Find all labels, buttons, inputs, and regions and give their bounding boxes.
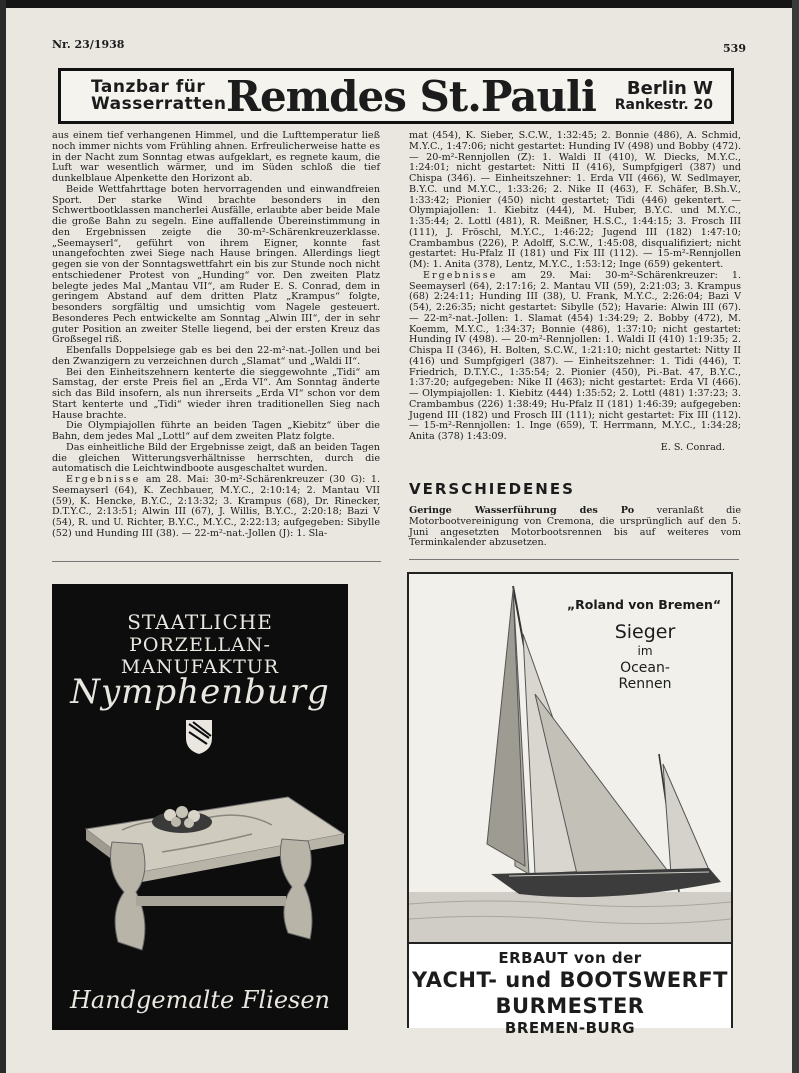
results-label: Ergebnisse	[423, 269, 498, 281]
results-paragraph	[52, 475, 380, 540]
article-left-column	[52, 131, 380, 540]
race-name: Ocean-Rennen	[618, 660, 672, 692]
nymphenburg-headline-2: PORZELLAN-MANUFAKTUR	[120, 634, 280, 678]
page-number: 539	[723, 42, 746, 55]
banner-city: Berlin W	[626, 78, 713, 99]
tiled-table	[86, 797, 344, 950]
nymphenburg-brand: Nymphenburg	[70, 672, 330, 712]
news-item	[409, 506, 741, 549]
built-by: ERBAUT von der	[498, 949, 642, 967]
nymphenburg-headline-1: STAATLICHE	[127, 610, 273, 634]
results-continued: mat (454), K. Sieber, S.C.W., 1:32:45; 2. Bonnie (486), A. Schmid, M.Y.C., 1:47:06; nicht gestartet: Hunding IV (498) und Bobby (472). — 20-m²-Rennjollen (Z): 1. Waldi II (410), W. Diecks, M.Y.C., 1:24:01; nicht gestartet: Nitti II (416), Sumpfgigerl (387) und Chispa (346). — Einheitszehner: 1. Erda VII (466), W. Sedlmayer, B.Y.C. und M.Y.C., 1:33:26; 2. Nike II (463), F. Schäfer, B.Sh.V., 1:33:42; Pionier (450) nicht gestartet; Tidi (446) gekentert. — Olympiajollen: 1. Kiebitz (444), M. Huber, B.Y.C. und M.Y.C., 1:35:44; 2. Lottl (481), R. Meißner, H.S.C., 1:44:15; 3. Frosch III (111), J. Fröschl, M.Y.C., 1:46:22; Jugend III (182) 1:47:10; Crambambus (226), P. Adolff, S.C.W., 1:45:08, disqualifiziert; nicht gestartet: Hu-Pfalz II (181) und Fix III (112). — 15-m²-Rennjollen (M): 1. Anita (378), Lentz, M.Y.C., 1:53:12; Inge (659) gekentert.	[409, 130, 741, 270]
article-paragraph: Die Olympiajollen führte an beiden Tagen „Kiebitz“ über die Bahn, dem jedes Mal „Lottl“ auf dem zweiten Platz folgte.	[52, 420, 380, 442]
winner-word: Sieger	[614, 621, 676, 643]
news-item-lead: Geringe Wasserführung des Po	[409, 505, 635, 516]
crest-icon	[186, 720, 212, 754]
results-label: Ergebnisse	[66, 474, 141, 485]
winner-caption	[595, 621, 695, 692]
shipyard-box	[409, 942, 731, 1037]
banner-street: Rankestr. 20	[614, 97, 713, 113]
article-paragraph: aus einem tief verhangenen Himmel, und die Lufttemperatur ließ noch immer nichts vom Frühling ahnen. Erfreulicherweise hatte es in der Nacht zum Sonntag etwas aufgeklart, es regnete kaum, die Luft war wesentlich wärmer, und im Süden schloß die tief dunkelblaue Alpenkette den Horizont ab.	[52, 130, 380, 184]
scan-edge-right	[792, 0, 799, 1073]
shipyard-city: BREMEN-BURG	[504, 1019, 636, 1037]
scan-edge	[6, 0, 792, 8]
yacht-name: „Roland von Bremen“	[566, 597, 722, 612]
news-item-text: veranlaßt die Motorbootvereinigung von Cremona, die ursprünglich auf den 5. Juni angesetzten Motorbootsrennen bis auf weiteres vom Terminkalender abzusetzen.	[409, 505, 741, 549]
author-signature: E. S. Conrad.	[660, 441, 725, 453]
results-text: am 28. Mai: 30-m²-Schärenkreuzer (30 G): 1. Seemayserl (64), K. Zechbauer, M.Y.C., 2:10:14; 2. Mantau VII (59), K. Hencke, B.Y.C., 2:13:32; 3. Krampus (68), Dr. Rinecker, D.T.Y.C., 2:13:51; Alwin III (67), J. Willis, B.Y.C., 2:20:18; Bazi V (54), R. und U. Richter, B.Y.C., M.Y.C., 2:22:13; aufgegeben: Sibylle (52) und Hunding III (38). — 22-m²-nat.-Jollen (J): 1. Sla-	[52, 474, 381, 539]
burmester-advertisement	[407, 572, 733, 1037]
winner-im: im	[637, 644, 653, 658]
article-paragraph: Bei den Einheitszehnern kenterte die sieggewohnte „Tidi“ am Samstag, der erste Preis fiel an „Erda VI“. Am Sonntag änderte sich das Bild insofern, als nun ihrerseits „Erda VI“ schon vor dem Start kenterte und „Tidi“ wieder ihren traditionellen Sieg nach Hause brachte.	[52, 366, 380, 421]
banner-brand-name: Remdes St.Pauli	[226, 71, 596, 121]
column-divider	[409, 559, 739, 560]
section-heading: VERSCHIEDENES	[409, 480, 575, 498]
article-paragraph: Ebenfalls Doppelsiege gab es bei den 22-m²-nat.-Jollen und bei den Zwanzigern zu verzeichnen durch „Slamat“ und „Waldi II“.	[52, 345, 380, 367]
nymphenburg-advertisement	[52, 584, 348, 1030]
banner-slogan-line2: Wasserratten	[91, 94, 227, 114]
article-right-column	[409, 131, 741, 454]
results-text: am 29. Mai: 30-m²-Schärenkreuzer: 1. Seemayserl (64), 2:17:16; 2. Mantau VII (59), 2:21:03; 3. Krampus (68) 2:24:11; Hunding III (38), U. Frank, M.Y.C., 2:26:04; Bazi V (54), 2:26:35; nicht gestartet: Sibylle (52); Havarie: Alwin III (67). — 22-m²-nat.-Jollen: 1. Slamat (454) 1:34:29; 2. Bobby (472), M. Koemm, M.Y.C., 1:34:37; Bonnie (486), 1:37:10; nicht gestartet: Hunding IV (498). — 20-m²-Rennjollen: 1. Waldi II (410) 1:19:35; 2. Chispa II (346), H. Bolten, S.C.W., 1:21:10; nicht gestartet: Nitty II (416) und Sumpfgigerl (387). — Einheitszehner: 1. Tidi (446), T. Friedrich, D.T.Y.C., 1:35:54; 2. Pionier (450), Pi.-Bat. 47, B.Y.C., 1:37:20; aufgegeben: Nike II (463); nicht gestartet: Erda VI (466). — Olympiajollen: 1. Kiebitz (444) 1:35:52; 2. Lottl (481) 1:37:23; 3. Crambambus (226) 1:38:49; Hu-Pfalz II (181) 1:46:39; aufgegeben: Jugend III (182) und Frosch III (111); nicht gestartet: Fix III (112). — 15-m²-Rennjollen: 1. Inge (659), T. Herrmann, M.Y.C., 1:34:28; Anita (378) 1:43:09.	[409, 269, 741, 442]
column-divider	[52, 561, 381, 562]
issue-number: Nr. 23/1938	[52, 38, 125, 51]
magazine-page	[6, 0, 792, 1073]
shipyard-name: YACHT- und BOOTSWERFT BURMESTER	[412, 968, 728, 1018]
banner-address	[603, 79, 731, 113]
remdes-advertisement-banner	[58, 68, 734, 124]
results-paragraph	[409, 271, 741, 454]
banner-slogan-line1: Tanzbar für	[91, 77, 206, 97]
article-paragraph: Das einheitliche Bild der Ergebnisse zeigt, daß an beiden Tagen die gleichen Witterungsverhältnisse herrschten, durch die automatisch die Leichtwindboote ausgeschaltet wurden.	[52, 441, 380, 475]
nymphenburg-tagline: Handgemalte Fliesen	[69, 986, 331, 1014]
banner-slogan	[61, 77, 227, 114]
article-paragraph: Beide Wettfahrttage boten hervorragenden und einwandfreien Sport. Der starke Wind brachte besonders in den Schwertbootklassen mancherlei Ausfälle, erlaubte aber beide Male die große Bahn zu segeln. Eine auffallende Übereinstimmung in den Ergebnissen zeigte die 30-m²-Schärenkreuzerklasse. „Seemayserl“, geführt von ihrem Eigner, konnte fast unangefochten zwei Siege nach Hause bringen. Allerdings liegt gegen sie von der Sonntagswettfahrt ein bis zur Stunde noch nicht entschiedener Protest von „Hunding“ vor. Den zweiten Platz belegte jedes Mal „Mantau VII“, am Ruder E. S. Conrad, dem in geringem Abstand auf dem dritten Platz „Krampus“ folgte, besonders sorgfältig und umsichtig vom Nagele gesteuert. Besonderes Pech entwickelte am Sonntag „Alwin III“, der in sehr guter Position an zweiter Stelle liegend, bei der ersten Kreuz das Großsegel riß.	[52, 183, 380, 346]
